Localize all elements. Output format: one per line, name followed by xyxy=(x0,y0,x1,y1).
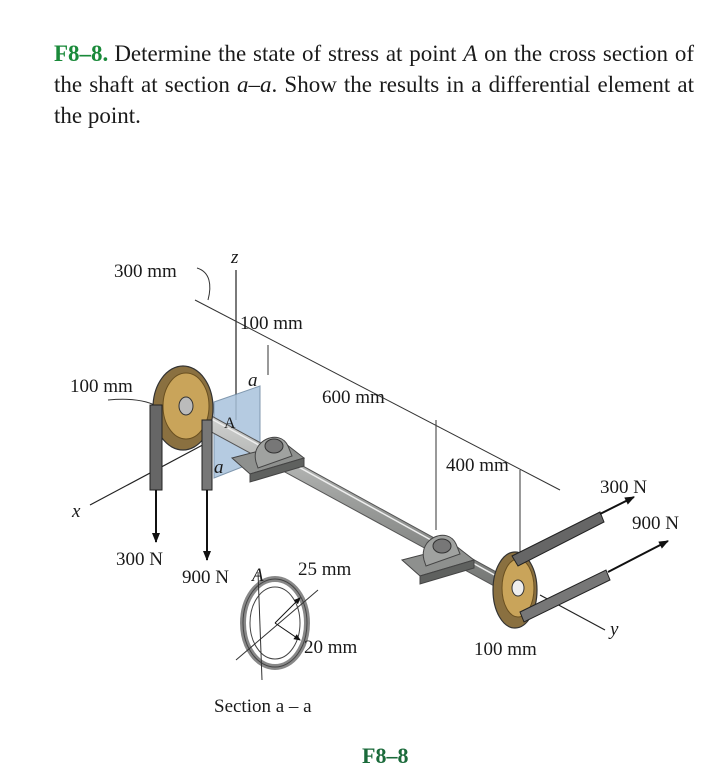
leader-300mm xyxy=(197,268,210,300)
belt-right-upper xyxy=(512,512,604,566)
label-100mm-left: 100 mm xyxy=(70,376,133,397)
label-25mm: 25 mm xyxy=(298,559,352,580)
figure-caption: F8–8 xyxy=(362,743,409,768)
label-300N-left: 300 N xyxy=(116,549,163,570)
belt-left-front xyxy=(202,420,212,490)
problem-text-3: . Show the results in a differential element at the point. xyxy=(54,72,694,128)
label-400mm: 400 mm xyxy=(446,455,509,476)
label-z-axis: z xyxy=(231,247,239,268)
label-300N-right: 300 N xyxy=(600,477,647,498)
label-20mm: 20 mm xyxy=(304,637,358,658)
force-arrow-right-900 xyxy=(608,541,668,572)
label-section-point-A: A xyxy=(252,565,264,586)
label-900N-right: 900 N xyxy=(632,513,679,534)
problem-text-1: Determine the state of stress at point xyxy=(114,41,464,66)
label-600mm: 600 mm xyxy=(322,387,385,408)
label-300mm-top: 300 mm xyxy=(114,261,177,282)
label-section-a-bottom: a xyxy=(214,457,224,478)
problem-text-2: on the cross section of the shaft at section xyxy=(54,41,694,97)
problem-point: A xyxy=(463,41,478,66)
problem-number: F8–8. xyxy=(54,41,109,66)
label-section-a-top: a xyxy=(248,370,258,391)
label-900N-left: 900 N xyxy=(182,567,229,588)
section-detail xyxy=(236,572,318,680)
label-100mm-a: 100 mm xyxy=(240,313,303,334)
label-100mm-bottom: 100 mm xyxy=(474,639,537,660)
force-arrow-right-300 xyxy=(600,497,634,514)
label-section-title: Section a – a xyxy=(214,696,312,717)
label-x-axis: x xyxy=(72,501,81,522)
problem-section: a–a xyxy=(237,72,272,97)
belt-left-back xyxy=(150,405,162,490)
label-point-A: A xyxy=(224,415,236,432)
bearing-right xyxy=(402,535,474,584)
label-y-axis: y xyxy=(610,619,619,640)
